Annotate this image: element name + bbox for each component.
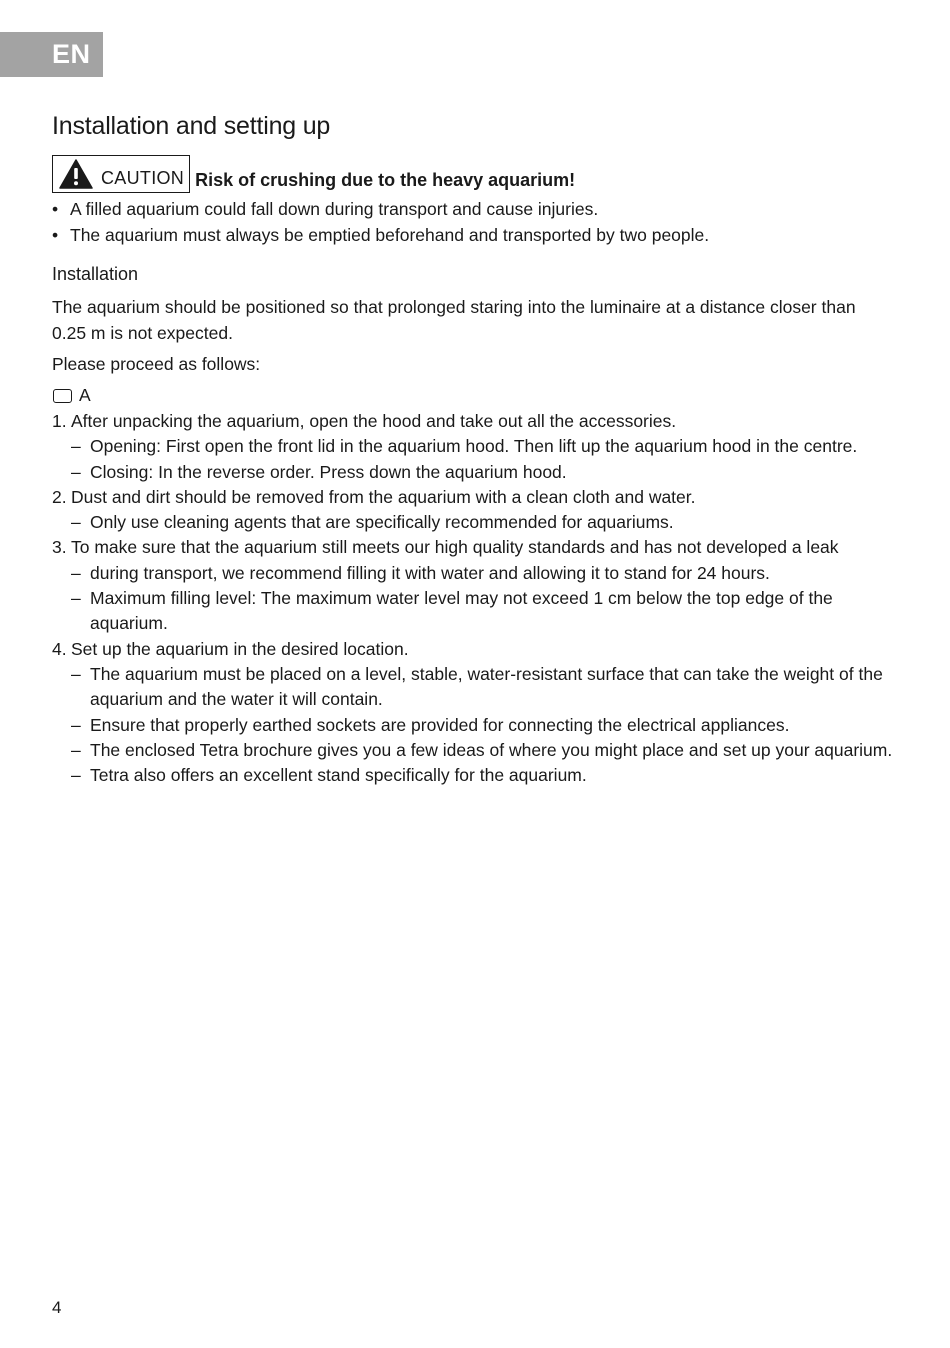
step-sub-list	[52, 510, 902, 535]
figure-icon	[53, 389, 72, 403]
caution-warning	[52, 155, 575, 193]
page-title: Installation and setting up	[52, 112, 331, 140]
sub-item: – Only use cleaning agents that are specifically recommended for aquariums.	[52, 510, 902, 535]
step-item	[52, 409, 902, 485]
sub-item: – Maximum filling level: The maximum water level may not exceed 1 cm below the top edge of the aquarium.	[52, 586, 902, 637]
installation-paragraph	[52, 295, 902, 346]
sub-item: – Opening: First open the front lid in the aquarium hood. Then lift up the aquarium hood in the centre.	[52, 434, 902, 459]
step-number: 2.	[52, 486, 67, 507]
warning-bullets	[52, 197, 709, 248]
list-item: • The aquarium must always be emptied beforehand and transported by two people.	[52, 223, 709, 249]
step-sub-list	[52, 662, 902, 788]
page-number: 4	[52, 1298, 62, 1317]
sub-item: – during transport, we recommend filling it with water and allowing it to stand for 24 hours.	[52, 561, 902, 586]
step-number: 3.	[52, 537, 67, 558]
proceed-paragraph: Please proceed as follows:	[52, 354, 261, 374]
sub-item: – Ensure that properly earthed sockets are provided for connecting the electrical appliances.	[52, 713, 902, 738]
step-text: To make sure that the aquarium still meets our high quality standards and has not developed a leak	[71, 537, 839, 558]
language-tab: EN	[0, 32, 103, 77]
step-text: Set up the aquarium in the desired location.	[71, 638, 409, 659]
caution-label: CAUTION	[101, 167, 185, 188]
figure-label: A	[79, 385, 91, 405]
figure-reference	[52, 385, 91, 406]
step-item	[52, 485, 902, 536]
sub-item: – Closing: In the reverse order. Press down the aquarium hood.	[52, 460, 902, 485]
installation-steps	[52, 409, 902, 788]
step-sub-list	[52, 434, 902, 485]
warning-text: Risk of crushing due to the heavy aquarium!	[195, 170, 576, 190]
step-item	[52, 535, 902, 636]
sub-item: – Tetra also offers an excellent stand specifically for the aquarium.	[52, 763, 902, 788]
step-text: After unpacking the aquarium, open the hood and take out all the accessories.	[71, 411, 677, 431]
step-text: Dust and dirt should be removed from the aquarium with a clean cloth and water.	[71, 486, 696, 507]
step-sub-list	[52, 561, 902, 637]
step-number: 4.	[52, 638, 67, 659]
sub-item: – The aquarium must be placed on a level, stable, water-resistant surface that can take the weight of the aquarium and the water it will contain.	[52, 662, 902, 713]
step-item	[52, 637, 902, 789]
paragraph-line: 0.25 m is not expected.	[52, 322, 233, 343]
list-item: • A filled aquarium could fall down during transport and cause injuries.	[52, 197, 709, 223]
step-number: 1.	[52, 411, 67, 431]
warning-triangle-icon	[59, 159, 93, 189]
caution-badge	[52, 155, 190, 193]
installation-heading: Installation	[52, 264, 139, 284]
paragraph-line: The aquarium should be positioned so that prolonged staring into the luminaire at a distance closer than	[52, 297, 856, 317]
sub-item: – The enclosed Tetra brochure gives you a few ideas of where you might place and set up your aquarium.	[52, 738, 902, 763]
